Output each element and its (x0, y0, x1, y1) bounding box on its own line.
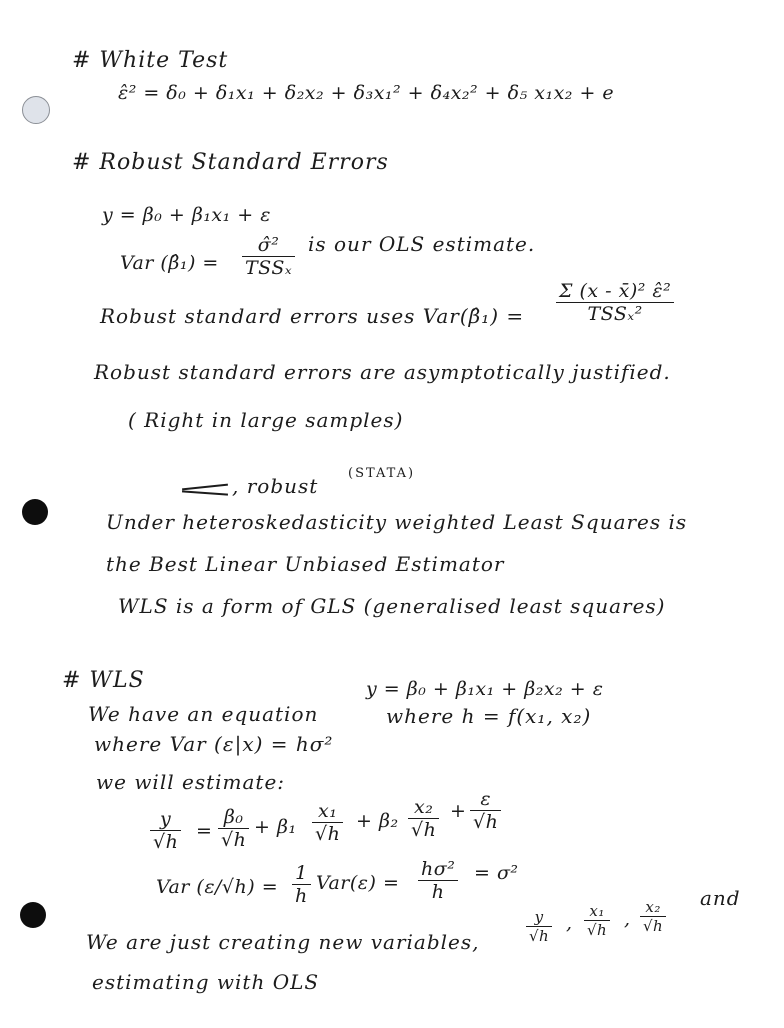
robust-model-equation: y = β₀ + β₁x₁ + ε (102, 204, 271, 226)
wls-variance-lhs: Var (ε/√h) = (156, 876, 279, 898)
frac-x2-over-root-h: $\frac{\text{x₂}}{√h}$ (408, 796, 439, 841)
punch-hole (20, 902, 46, 928)
heteroskedasticity-text: Under heteroskedasticity weighted Least Squares is (106, 510, 688, 534)
ols-variance-fraction (242, 234, 295, 279)
robust-uses-text: Robust standard errors uses Var(β̂₁) = (100, 304, 525, 328)
robust-command: , robust (232, 474, 319, 498)
frac-h-sigma-over-h: $\frac{\text{hσ²}}{h}$ (418, 858, 458, 903)
wls-heading: # WLS (62, 668, 145, 693)
white-test-heading: # White Test (72, 48, 229, 73)
frac-eps-over-root-h: $\frac{\varepsilon}{√h}$ (470, 788, 501, 833)
punch-hole (22, 499, 48, 525)
comma: , (624, 908, 631, 930)
wls-have-equation-text: We have an equation (88, 702, 319, 726)
new-var-y: $\frac{y}{√h}$ (526, 908, 552, 945)
frac-one-over-h: $\frac{1}{h}$ (292, 862, 311, 907)
ols-estimate-note: is our OLS estimate. (308, 232, 536, 256)
robust-variance-fraction (556, 280, 674, 325)
plus-sign: + (450, 800, 467, 822)
wls-estimate-text: we will estimate: (96, 770, 286, 794)
new-var-x1: $\frac{\text{x₁}}{√h}$ (584, 902, 610, 939)
new-variables-text: We are just creating new variables, (86, 930, 480, 954)
wls-gls-text: WLS is a form of GLS (generalised least squares) (118, 594, 666, 618)
scribble-strike (182, 490, 228, 495)
white-test-equation: ε̂² = δ₀ + δ₁x₁ + δ₂x₂ + δ₃x₁² + δ₄x₂² + δ₅ x₁x₂ + e (118, 82, 615, 104)
asymptotic-justified-text: Robust standard errors are asymptotically justified. (94, 360, 671, 384)
torn-punch-hole (22, 96, 50, 124)
estimating-ols-text: estimating with OLS (92, 970, 320, 994)
robust-heading: # Robust Standard Errors (72, 150, 389, 175)
wls-where-variance: where Var (ε|x) = hσ² (94, 732, 334, 756)
comma: , (566, 912, 573, 934)
wls-equation: y = β₀ + β₁x₁ + β₂x₂ + ε (366, 678, 604, 700)
wls-where-h: where h = f(x₁, x₂) (386, 704, 592, 728)
blue-estimator-text: the Best Linear Unbiased Estimator (106, 552, 505, 576)
ols-variance-numerator: σ̂² (242, 234, 295, 257)
stata-note: (STATA) (348, 466, 416, 481)
ols-variance-denominator: TSSₓ (245, 257, 293, 279)
new-var-x2: $\frac{\text{x₂}}{√h}$ (640, 898, 666, 935)
robust-variance-numerator: Σ (x - x̄)² ε̂² (556, 280, 674, 303)
frac-y-over-root-h: $\frac{y}{√h}$ (150, 808, 181, 853)
plus-beta2: + β₂ (356, 810, 399, 832)
sigma-squared-result: = σ² (474, 862, 519, 884)
var-epsilon: Var(ε) = (316, 872, 400, 894)
plus-beta1: + β₁ (254, 816, 297, 838)
equals-sign: = (196, 820, 213, 842)
ols-variance-lhs: Var (β̂₁) = (120, 252, 219, 274)
frac-x1-over-root-h: $\frac{\text{x₁}}{√h}$ (312, 800, 343, 845)
robust-variance-denominator: TSSₓ² (587, 303, 643, 325)
frac-beta0-over-root-h: $\frac{\text{β₀}}{√h}$ (218, 806, 249, 851)
scribble-strike (182, 484, 228, 491)
and-text: and (700, 886, 741, 910)
large-samples-note: ( Right in large samples) (128, 408, 404, 432)
